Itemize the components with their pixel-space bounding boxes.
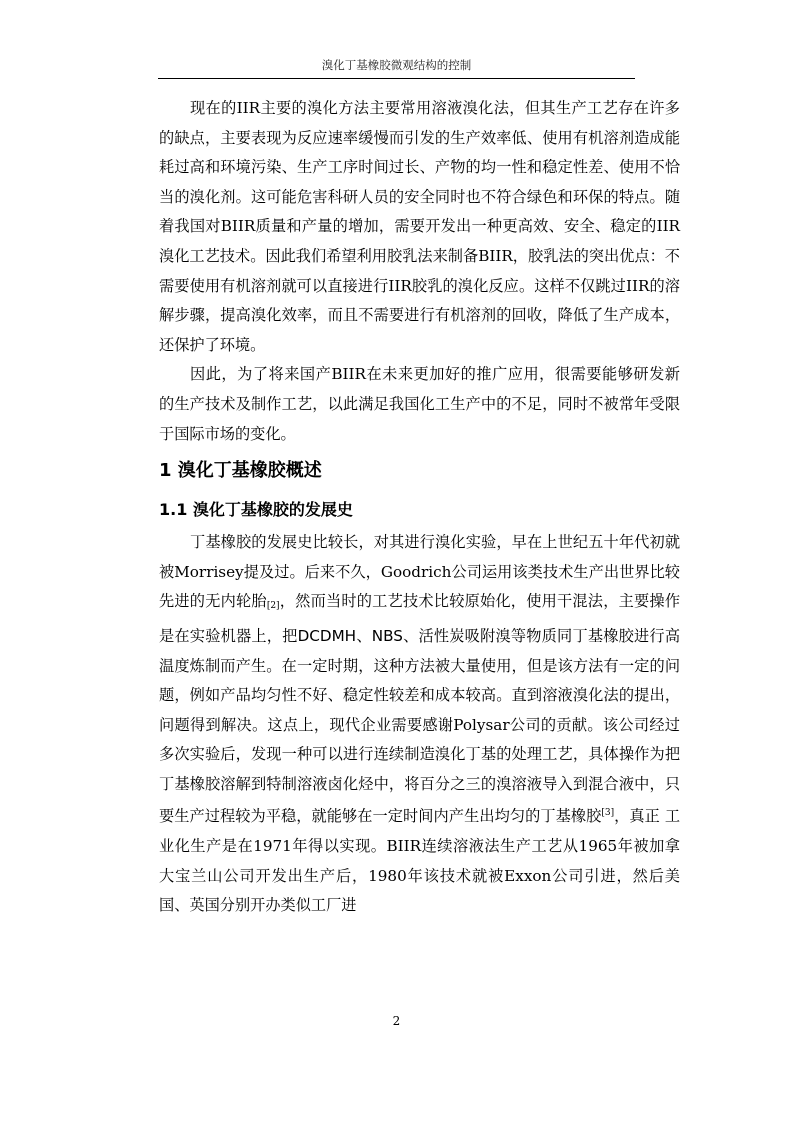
section-heading-1-1: 1.1 溴化丁基橡胶的发展史	[159, 500, 353, 520]
paragraph-iir-bromination-methods: 现在的IIR主要的溴化方法主要常用溶液溴化法，但其生产工艺存在许多的缺点，主要表现为反应速率缓慢而引发的生产效率低、使用有机溶剂造成能耗过高和环境污染、生产工序时间过长、产物的均一性和稳定性差、使用不恰当的溴化剂。这可能危害科研人员的安全同时也不符合绿色和环保的特点。随着我国对BIIR质量和产量的增加，需要开发出一种更高效、安全、稳定的IIR溴化工艺技术。因此我们希望利用胶乳法来制备BIIR，胶乳法的突出优点：不需要使用有机溶剂就可以直接进行IIR胶乳的溴化反应。这样不仅跳过IIR的溶解步骤，提高溴化效率，而且不需要进行有机溶剂的回收，降低了生产成本，还保护了环境。	[159, 99, 680, 354]
history-text-part-c: 、	[356, 626, 372, 645]
header-rule	[158, 78, 635, 79]
chemical-nbs: NBS	[371, 626, 403, 645]
document-body	[159, 94, 680, 921]
running-header: 溴化丁基橡胶微观结构的控制	[321, 58, 472, 72]
history-text-part-e: ，真正 工业化生产是在1971年得以实现。BIIR连续溶液法生产工艺从1965年被加拿大宝兰山公司开发出生产后，1980年该技术就被Exxon公司引进，然后美国、英国分别开办类似工厂进	[159, 807, 681, 915]
chemical-dcdmh: DCDMH	[297, 626, 357, 645]
section-heading-1: 1 溴化丁基橡胶概述	[159, 460, 322, 482]
page-number: 2	[392, 1014, 401, 1028]
paragraph-domestic-biir-development: 因此，为了将来国产BIIR在未来更加好的推广应用，很需要能够研发新的生产技术及制作工艺，以此满足我国化工生产中的不足，同时不被常年受限于国际市场的变化。	[159, 365, 680, 443]
history-text-part-b: ，然而当时的工艺技术比较原始化，使用干混法，主要操作是在实验机器上，把	[159, 592, 681, 645]
citation-3: [3]	[601, 808, 615, 819]
history-text-part-d: 、活性炭吸附溴等物质同丁基橡胶进行高温度炼制而产生。在一定时期，这种方法被大量使用，但是该方法有一定的问题，例如产品均匀性不好、稳定性较差和成本较高。直到溶液溴化法的提出，问题得到解决。这点上，现代企业需要感谢Polysar公司的贡献。该公司经过多次实验后，发现一种可以进行连续制造溴化丁基的处理工艺，具体操作为把丁基橡胶溶解到特制溶液卤化烃中，将百分之三的溴溶液导入到混合液中，只要生产过程较为平稳，就能够在一定时间内产生出均匀的丁基橡胶	[159, 626, 681, 826]
paragraph-development-history	[159, 528, 680, 921]
citation-2: [2]	[266, 601, 280, 612]
history-text-part-a: 丁基橡胶的发展史比较长，对其进行溴化实验，早在上世纪五十年代初就被Morrisey提及过。后来不久，Goodrich公司运用该类技术生产出世界比较先进的无内轮胎	[159, 533, 680, 611]
